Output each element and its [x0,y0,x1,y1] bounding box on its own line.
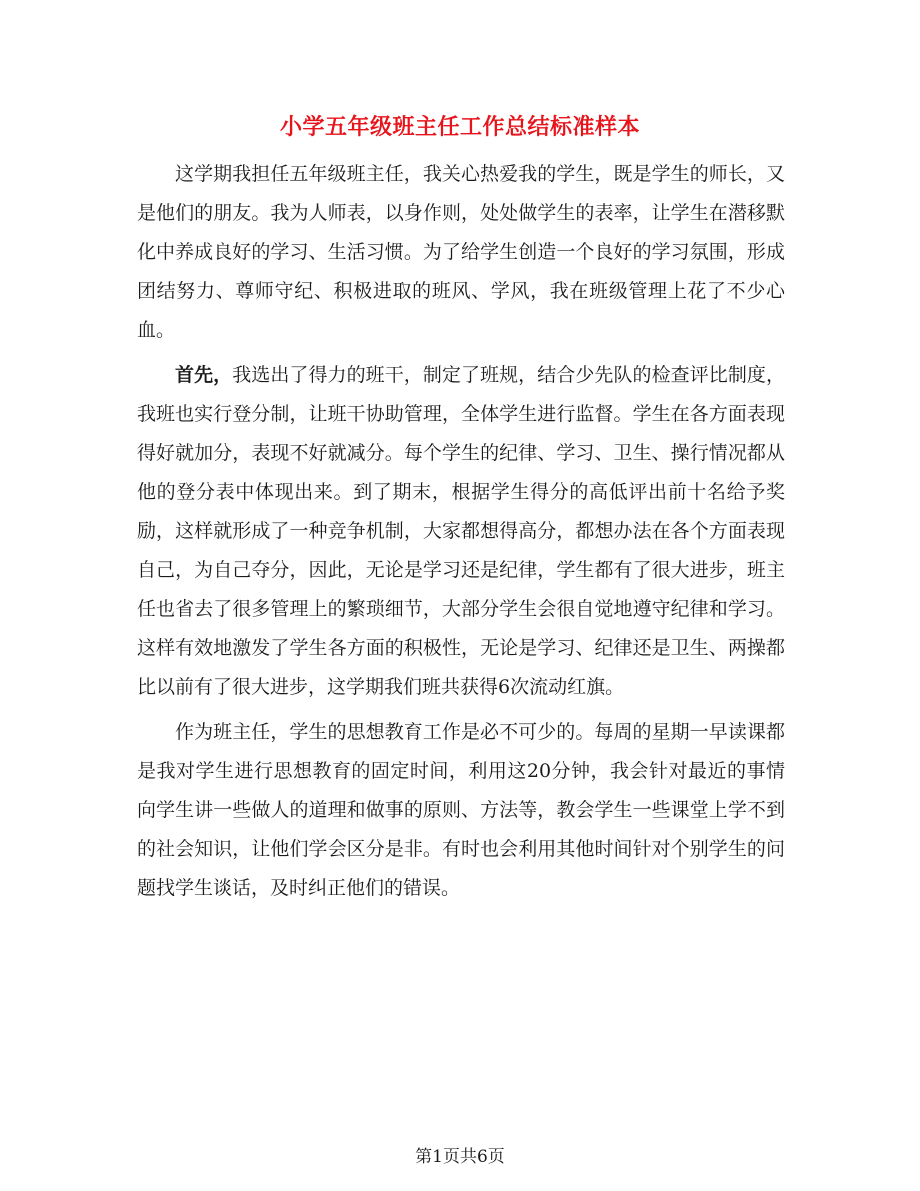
paragraph-thought-education-text: 作为班主任，学生的思想教育工作是必不可少的。每周的星期一早读课都是我对学生进行思想教育的固定时间，利用这20分钟，我会针对最近的事情向学生讲一些做人的道理和做事的原则、方法等，教会学生一些课堂上学不到的社会知识，让他们学会区分是非。有时也会利用其他时间针对个别学生的问题找学生谈话，及时纠正他们的错误。 [137,721,785,899]
paragraph-thought-education [137,713,785,908]
paragraph-intro-text: 这学期我担任五年级班主任，我关心热爱我的学生，既是学生的师长，又是他们的朋友。我为人师表，以身作则，处处做学生的表率，让学生在潜移默化中养成良好的学习、生活习惯。为了给学生创造一个良好的学习氛围，形成团结努力、尊师守纪、积极进取的班风、学风，我在班级管理上花了不少心血。 [137,163,785,341]
document-body [137,155,785,914]
paragraph-first-text: 我选出了得力的班干，制定了班规，结合少先队的检查评比制度，我班也实行登分制，让班干协助管理，全体学生进行监督。学生在各方面表现得好就加分，表现不好就减分。每个学生的纪律、学习、卫生、操行情况都从他的登分表中体现出来。到了期末，根据学生得分的高低评出前十名给予奖励，这样就形成了一种竞争机制，大家都想得高分，都想办法在各个方面表现自己，为自己夺分，因此，无论是学习还是纪律，学生都有了很大进步，班主任也省去了很多管理上的繁琐细节，大部分学生会很自觉地遵守纪律和学习。这样有效地激发了学生各方面的积极性，无论是学习、纪律还是卫生、两操都比以前有了很大进步，这学期我们班共获得6次流动红旗。 [137,364,785,698]
paragraph-intro [137,155,785,350]
paragraph-first-lead: 首先， [175,364,233,386]
page-number-footer: 第1页共6页 [415,1147,505,1167]
paragraph-first [137,356,785,707]
document-title: 小学五年级班主任工作总结标准样本 [279,114,640,140]
